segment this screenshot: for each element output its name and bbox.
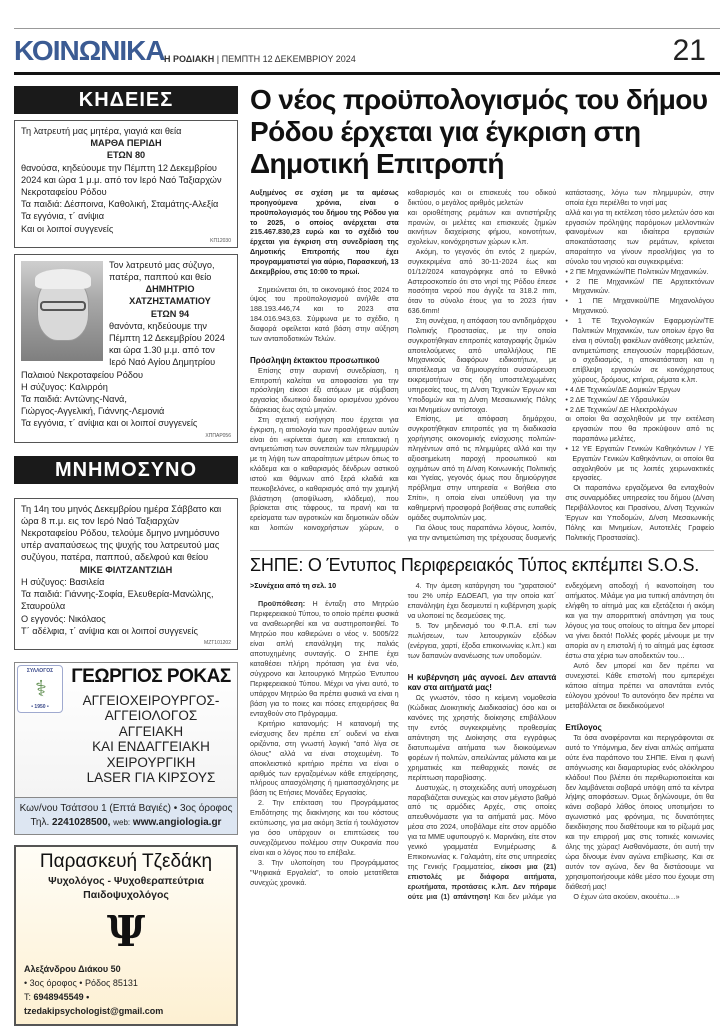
article-paragraph: αλλά και για τη εκτέλεση τόσο μελετών όσο και εργασιών πρόληψης παρόμοιων μελλοντικών φαινομένων και ιδιαίτερα εργασιών αποκατάστασης των ρεμάτων, κρίνεται απαραίτητο να γίνουν προσλήψεις για το σύνολο του νησιού και συγκεκριμένα: (565, 207, 714, 266)
page-number: 21 (672, 34, 706, 67)
notice-body: θανόντα, κηδεύουμε την Πέμπτη 12 Δεκεμβρίου 2024 και ώρα 1.30 μ.μ. από τον Ιερό Ναό Αγίου Δημητρίου Παλαιού Νεκροταφείου Ρόδου (21, 320, 225, 380)
specialty-line: ΑΓΓΕΙΟΛΟΓΟΣ (104, 708, 198, 724)
specialty-line: ΧΕΙΡΟΥΡΓΙΚΗ (106, 754, 196, 770)
notice-intro: Τον λατρευτό μας σύζυγο, πατέρα, παππού και θείο (109, 259, 215, 283)
memorial-body: Τη 14η του μηνός Δεκεμβρίου ημέρα Σάββατο και ώρα 8 π.μ. εις τον Ιερό Ναό Ταξιαρχών Νεκροταφείου Ρόδου, τελούμε δμηνο μνημόσυνο υπέρ αναπαύσεως της ψυχής του λατρευτού μας συζύγου, πατέρα, παππού, αδελφού και θείου (21, 503, 222, 563)
article2-paragraph: Και δεν μιλάμε για ενδεχόμενη αποδοχή ή ικανοποίηση του αιτήματος. Μιλάμε για μια τυπική απάντηση ότι ελήφθη το αίτημά μας και εξετάζεται ή ακόμη και για την απορριπτική απάντηση για τους λόγους για τους οποίους το αίτημα δεν μπορεί να γίνει δεκτό! Πολλές φορές μένουμε με την απορία αν η επιστολή ή το αίτημά μας έφτασε έστω στα χέρια των αποδεκτών του… (490, 581, 714, 902)
meta-separator: | (216, 54, 220, 64)
article-paragraph: Ακόμη, το γεγονός ότι εντός 2 ημερών, συγκεκριμένα από 30-11-2024 έως και 01/12/2024 καταγράφηκε από το Εθνικό Αστεροσκοπείο ότι στο νησί της Ρόδου έπεσε ποσότητα νερού που άγγιζε τα 318.2 mm, όταν το σύνολο έτους για το 2023 ήταν 636.6mm! (407, 247, 557, 316)
article-paragraph: Σημειώνεται ότι, το οικονομικό έτος 2024 το ύψος του προϋπολογισμού ανήλθε στα 188.193.446,74 και το 2023 στα 184.016.943,63. Σύμφωνα με το σχέδιο, η διαφορά οφείλεται κατά βάση στην αύξηση των ανταποδοτικών Τελών. (250, 284, 399, 343)
title-line: Παιδοψυχολόγος (83, 888, 169, 901)
list-item: • 2 ΠΕ Μηχανικών/ ΠΕ Αρχιτεκτόνων Μηχανικών. (565, 276, 714, 296)
memorial-others: Τ΄ αδέλφια, τ΄ ανίψια και οι λοιποί συγγενείς (21, 625, 198, 636)
specialty-line: LASER ΓΙΑ ΚΙΡΣΟΥΣ (86, 769, 216, 785)
notice-code: ΚΠ12030 (210, 237, 231, 244)
logo-top-text: ΣΥΛΛΟΓΟΣ (26, 667, 54, 674)
notice-body: θανούσα, κηδεύουμε την Πέμπτη 12 Δεκεμβρίου 2024 και ώρα 1 μ.μ. από τον Ιερό Ναό Ταξιαρχών Νεκροταφείου Ρόδου (21, 162, 222, 198)
article2-paragraph: 5. Τον μηδενισμό του Φ.Π.Α. επί των πωλήσεων, των λειτουργικών εξόδων (ενέργεια, χαρτί, έξοδα επικοινωνίας κ.λπ.) και των δαπανών ανανέωσης των υποδομών. (407, 621, 557, 661)
article-budget (250, 188, 714, 542)
article2-paragraph: Κριτήριο κατανομής: Η κατανομή της ενίσχυσης δεν πρέπει επ΄ ουδενί να είναι οριζόντια, στη γνωστή λογική "από λίγα σε όλους" αλλά να είναι στοχευμένη. Το αποκλειστικό κριτήριο πρέπει να είναι ο αριθμός των εργαζομένων κάθε επιχείρησης, πλήρους απασχόλησης ή ημιαπασχόλησης με βάση τις Ετήσιες Μονάδες Εργασίας. (250, 718, 399, 798)
memorial-children: Τα παιδιά: Γιάννης-Σοφία, Ελευθερία-Μανώλης, Σταυρούλα (21, 589, 214, 612)
title-line: Ψυχολόγος - Ψυχοθεραπεύτρια (48, 874, 204, 887)
deceased-age: ΕΤΩΝ 80 (106, 150, 146, 161)
list-note: οι οποίοι θα ασχοληθούν με την εκτέλεση εργασιών που θα προκύψουν από τις παραπάνω μελέτες, (565, 414, 714, 444)
article-paragraph: Επίσης στην αυριανή συνεδρίαση, η Επιτροπή καλείται να αποφασίσει για την πρόσληψη είκοσι έξι ατόμων με σύμβαση εργασίας ιδιωτικού δικαίου ορισμένου χρόνου διάρκειας έως οχτώ μηνών. (250, 365, 399, 415)
notice-children: Τα παιδιά: Αντώνης-Νανά, (21, 394, 127, 405)
memorial-name: ΜΙΚΕ ΦΙΛΤΖΑΝΤΖΙΔΗ (79, 564, 173, 575)
notice-code: ΜΖΤ101202 (204, 639, 231, 646)
article2-paragraph: 3. Την υλοποίηση του Προγράμματος "Ψηφιακά Εργαλεία", το οποίο μετατίθεται συνεχώς χρονικά. (250, 858, 399, 888)
deceased-photo (21, 261, 103, 361)
ad-rokas-address: Κων/νου Τσάτσου 1 (Επτά Βαγιές) • 3ος όροφος (19, 802, 233, 814)
issue-date: ΠΕΜΠΤΗ 12 ΔΕΚΕΜΒΡΙΟΥ 2024 (221, 54, 356, 64)
article2-subheading: Η κυβέρνηση μάς αγνοεί. Δεν απαντά καν στα αιτήματά μας! (407, 673, 557, 692)
web-label: web: (113, 817, 131, 827)
article2-paragraph: Ο έχων ώτα ακούειν, ακουέτω…» (573, 892, 680, 902)
specialty-line: ΚΑΙ ΕΝΔΑΓΓΕΙΑΚΗ (92, 739, 210, 755)
notice-children-cont: Γιώργος-Αγγελική, Γιάννης-Λεμονιά (21, 406, 165, 417)
notice-grandchildren: Τα εγγόνια, τ΄ ανίψια (21, 211, 105, 222)
doctor-name: ΓΕΩΡΓΙΟΣ ΡΟΚΑΣ (71, 665, 231, 687)
article2-paragraph: Η ένταξη στο Μητρώο Περιφερειακού Τύπου, το οποίο πρέπει φυσικά να αναθεωρηθεί και να αυστηροποιηθεί. Το Μητρώο που καθιερώνει ο νέος ν. 5005/22 είναι απλή επανάληψη της παλιάς αποτυχημένης συνταγής. Ο ΣΗΠΕ έχει καταθέσει πλήρη πρόταση για ένα νέο, σύγχρονο και λειτουργικό Μητρώο Έντυπου Περιφερειακού Τύπου. Μέχρι να γίνει αυτό, το υπάρχον Μητρώο θα πρέπει φυσικά να είναι η βάση για το ποιες και πόσες επιχειρήσεις θα ενταχθούν στο Πρόγραμμα. (250, 599, 399, 718)
list-item: • 2 ΔΕ Τεχνικών/ ΔΕ Ηλεκτρολόγων (565, 404, 678, 414)
masthead-divider (14, 72, 720, 75)
article2-emphasis: είκοσι μια (21) επιστολές με διάφορα αιτήματα, ερωτήματα, προτάσεις κ.λπ. Δεν πήραμε ούτε μια (1) απάντηση! (407, 862, 557, 902)
deceased-age: ΕΤΩΝ 94 (150, 308, 190, 319)
article-paragraph: και οριοθέτησης ρεμάτων και αντιστήριξης πρανών, οι μελέτες και επισκευές ζημιών ακινήτων διαχείρισης φήμου, κοινοτήτων, σχολείων, κοινόχρηστων χώρων κ.λπ. (407, 207, 557, 247)
continued-from-note: >Συνέχεια από τη σελ. 10 (250, 581, 337, 591)
article2-paragraph: Αυτό δεν μπορεί και δεν πρέπει να συνεχιστεί. Κάθε επιστολή που εμπεριέχει κάποιο αίτημα πρέπει να απαντάται εντός εύλογου χρόνου! Το αυτονόητο δεν πρέπει να μεταβάλλεται σε διεκδικούμενο! (565, 661, 714, 710)
article2-paragraph: 4. Την άμεση κατάργηση του "χαρατσιού" του 2% υπέρ ΕΔΟΕΑΠ, για την οποία κατ΄ επανάληψη έχει δεσμευτεί η κυβέρνηση χωρίς να υλοποιεί τις δεσμεύσεις της. (407, 581, 557, 621)
paper-name: Η ΡΟΔΙΑΚΗ (164, 54, 215, 64)
specialty-line: ΑΓΓΕΙΑΚΗ (118, 723, 184, 739)
positions-list (565, 267, 714, 484)
article2-paragraph: Ως γνωστόν, τόσο η κείμενη νομοθεσία (Κώδικας Διοικητικής Διαδικασίας) όσο και οι κανόνες της χρηστής διοίκησης επιβάλλουν την εντός συγκεκριμένης προθεσμίας απάντηση της Διοίκησης στα εγγράφως διατυπωμένα αιτήματα των διοικούμενων φορέων ή πολιτών, απειλώντας μάλιστα και με χρηματικές και πειθαρχικές ποινές σε περίπτωση παραβίασης. (407, 693, 557, 782)
article2-paragraph: Δυστυχώς, η στοιχειώδης αυτή υποχρέωση παραβιάζεται συνεχώς και στον μέγιστο βαθμό από τις αρμόδιες Αρχές, στις οποίες απευθυνόμαστε για τα αιτήματά μας. Μόνο μέσα στο 2024, υποβάλαμε είτε στον αρμόδιο για τα ΜΜΕ υφυπουργό κ. Μαρινάκη, είτε στον γενικό γραμματέα Ενημέρωσης & Επικοινωνίας κ. Γαλαμάτη, είτε στις υπηρεσίες της Γενικής Γραμματείας, (407, 782, 557, 872)
article2-paragraph: Τα όσα αναφέρονται και περιγράφονται σε αυτό το Υπόμνημα, δεν είναι απλώς αιτήματα ούτε ένα παράπονο του ΣΗΠΕ. Είναι η φωνή απόγνωσης και διαμαρτυρίας ενός ολόκληρου κλάδου! Που βλέπει ότι περιθωριοποιείται και δεν λαμβάνεται σοβαρά υπόψη από τα κέντρα λήψης αποφάσεων. Όμως δηλώνουμε, ότι θα κάνει σοβαρό λάθος όποιος υποτιμήσει το αγωνιστικό μας φρόνημα, τις δυνατότητες διεκδίκησης που διαθέτουμε και το ρίζωμά μας και την επιρροή μας στις τοπικές κοινωνίες όλης της χώρας! Αισθανόμαστε, ότι αυτή την ώρα δίνουμε έναν αγώνα επιβίωσης. Και σε αυτόν τον αγώνα, δεν θα διστάσουμε να χρησιμοποιήσουμε κάθε μέσο που έχουμε στη διάθεσή μας! (565, 732, 714, 892)
article-lead: Αυξημένος σε σχέση με τα αμέσως προηγούμενα χρόνια, είναι ο προϋπολογισμός του δήμου της Ρόδου για το 2025, ο οποίος ανέρχεται στα 215.467.830,23 ευρώ και το σχέδιό του έρχεται για έγκριση στη συνεδρίαση της Δημοτικής Επιτροπής που έχει προγραμματιστεί για αύριο, Παρασκευή, 13 Δεκεμβρίου, στις 10:00 το πρωί. (250, 188, 399, 276)
article-sos (250, 581, 714, 902)
memorial-notice (14, 498, 238, 650)
list-item: • 1 ΤΕ Τεχνολογικών Εφαρμογών/ΤΕ Πολιτικών Μηχανικών, των οποίων έργο θα είναι η σύνταξη φακέλων ανάθεσης μελετών, αντιμετώπισης επειγουσών παρεμβάσεων, ο σχεδιασμός, η αποκατάσταση και η επίβλεψη εργασιών σε κοινόχρηστους χώρους, δρόμους, κτήρια, ρέματα κ.λπ. (565, 315, 714, 385)
top-rule (14, 28, 720, 29)
psychologist-name: Παρασκευή Τζεδάκη (39, 850, 213, 872)
masthead (14, 32, 720, 70)
funerals-banner: ΚΗΔΕΙΕΣ (14, 86, 238, 114)
article-headline: Ο νέος προϋπολογισμός του δήμου Ρόδου έρχεται για έγκριση στη Δημοτική Επιτροπή (250, 84, 708, 179)
notice-text-bottom (21, 405, 231, 429)
memorial-banner: ΜΝΗΜΟΣΥΝΟ (14, 456, 238, 484)
logo-year: • 1950 • (31, 703, 49, 710)
psychologist-phone[interactable]: 6948945549 (33, 991, 84, 1002)
list-item: • 4 ΔΕ Τεχνικών/ΔΕ Δομικών Έργων (565, 384, 681, 394)
psychologist-email-link[interactable]: • tzedakipsychologist@gmail.com (24, 991, 164, 1016)
right-area (250, 84, 714, 902)
article-subheading: Πρόσληψη έκτακτου προσωπικού (250, 355, 380, 365)
article-paragraph: Στη σχετική εισήγηση που έρχεται για έγκριση, η αιτιολογία των προσλήψεων αυτών είναι ότι «κρίνεται άμεση και επιτακτική η αντιμετώπιση των συνεπειών των πλημμυρών με τη λήψη των απαραίτητων μέτρων όπως το κλάδεμα και ο καθαρισμός δένδρων αστικού ιστού και θάμνων από ξερά κλαδιά και πευκοβελόνες, ο καθαρισμός από την χαμηλή βλάστηση (αποψίλωση, κλάδεμα), που βρίσκεται στις τάφρους, τα πρανή και τα ερείσματα των αγροτικών και δημοτικών οδών και λοιπών κοινοχρήστων χώρων, ο καθαρισμός και οι επισκευές του οδικού δικτύου, ο μεγάλος αριθμός μελετών (250, 188, 557, 533)
ad-rokas-contact (14, 798, 238, 835)
memorial-spouse: Η σύζυγος: Βασιλεία (21, 576, 105, 587)
notice-code: ΧΠΠΑΡ056 (205, 432, 231, 439)
list-item: • 12 ΥΕ Εργατών Γενικών Καθηκόντων / ΥΕ Εργατών Γενικών Καθηκόντων, οι οποίοι θα ασχοληθούν με τις λοιπές χειρωνακτικές εργασίες. (565, 443, 714, 483)
notice-others: Τα εγγόνια, τ΄ ανίψια και οι λοιποί συγγενείς (21, 418, 198, 429)
memorial-grandson: Ο εγγονός: Νικόλαος (21, 613, 106, 624)
ad-psychologist (14, 845, 238, 1026)
notice-others: Και οι λοιποί συγγενείς (21, 223, 114, 234)
article-paragraph: Για όλους τους παραπάνω λόγους, λοιπόν, για την αντιμετώπιση της τρέχουσας δυσμενής κατάστασης, λόγω των πλημμυρών, στην οποία έχει περιέλθει το νησί μας (407, 188, 714, 542)
doctor-specialty (67, 693, 235, 785)
article2-headline: ΣΗΠΕ: Ο Έντυπος Περιφερειακός Τύπος εκπέμπει S.O.S. (250, 555, 700, 576)
list-item: • 1 ΠΕ Μηχανικού/ΠΕ Μηχανολόγου Μηχανικού. (565, 296, 714, 316)
masthead-meta (164, 54, 356, 64)
article-paragraph: Οι παραπάνω εργαζόμενοι θα ενταχθούν στις συναρμόδιες υπηρεσίες του δήμου (Δ/νση Περιβάλλοντος και Πρασίνου, Δ/νση Τεχνικών Έργων και Υποδομών, Δ/νση Μεσαιωνικής Πόλης και Μνημείων, Αυτοτελές Γραφείο Πολιτικής Προστασίας). (565, 483, 714, 542)
notice-spouse: Η σύζυγος: Καλιρρόη (21, 381, 108, 392)
article-paragraph: Στη συνέχεια, η απόφαση του αντιδημάρχου Πολιτικής Προστασίας, με την οποία συγκροτήθηκαν επιτροπές καταγραφής ζημιών αποτελούμενες από υπαλλήλους ΠΕ Μηχανικούς διαφόρων ειδικοτήτων, με αποτέλεσμα να δημιουργείται συσσώρευση εκκρεμοτήτων στις ήδη υποστελεχωμένες υπηρεσίες τους, τη Δ/νση Τεχνικών Έργων και Υποδομών και τη Δ/νση Μεσαιωνικής Πόλης και Μνημείων αντίστοιχα. (407, 315, 557, 414)
deceased-name: ΜΑΡΘΑ ΠΕΡΙΔΗ (90, 138, 162, 149)
portrait-hair-shape (35, 269, 91, 289)
article-separator (250, 550, 714, 551)
specialty-line: ΑΓΓΕΙΟΧΕΙΡΟΥΡΓΟΣ- (82, 692, 220, 708)
psychologist-title (24, 874, 228, 902)
list-item: • 2 ΔΕ Τεχνικών/ ΔΕ Υδραυλικών (565, 394, 670, 404)
phone-label: Τ: (24, 991, 32, 1002)
psi-symbol-icon: Ψ (106, 906, 146, 956)
ad-rokas-phone[interactable]: 2241028500, (52, 816, 111, 828)
paragraph-label: Προϋπόθεση: (258, 599, 306, 609)
rod-of-asclepius-icon: ⚕ (35, 675, 47, 701)
article2-paragraph: 2. Την επέκταση του Προγράμματος Επιδότησης της διακίνησης και του κόστους εκτύπωσης, για μια ακόμη 3ετία ή τουλάχιστον για όσο υπάρχουν οι επιπτώσεις του συνεχιζόμενου πολέμου στην Ουκρανία που είναι και ο λόγος που το επέβαλε. (250, 798, 399, 858)
funeral-notice (14, 120, 238, 248)
psychologist-contact (24, 962, 228, 1018)
list-item: • 2 ΠΕ Μηχανικών/ΠΕ Πολιτικών Μηχανικών. (565, 266, 709, 276)
ad-rokas-website-link[interactable]: www.angiologia.gr (132, 816, 222, 828)
phone-label: Τηλ. (30, 816, 50, 828)
deceased-name: ΔΗΜΗΤΡΙΟ ΧΑΤΖΗΣΤΑΜΑΤΙΟΥ (129, 284, 211, 307)
notice-intro: Τη λατρευτή μας μητέρα, γιαγιά και θεία (21, 126, 182, 136)
funeral-notice-with-photo (14, 254, 238, 443)
article-paragraph: Επίσης, με απόφαση δημάρχου, συγκροτήθηκαν επιτροπές για τη διαδικασία χορήγησης οικονομικής ενίσχυσης πολιτών-πληγέντων από τις πλημμύρες αλλά και την αξιοσημείωτη παροχή προσωπικού και οχημάτων από τη Δ/νση Κοινωνικής Πολιτικής και Υγείας, γεγονός όμως που δημιούργησε πρόβλημα στην υπηρεσία « Βοήθεια στο Σπίτι», η οποία είναι υπεύθυνη για την καθημερινή προσφορά βοήθειας στις ευπαθείς ομάδες συμπολιτών μας. (407, 414, 557, 522)
ad-rokas (14, 662, 238, 798)
section-title: ΚΟΙΝΩΝΙΚΑ (14, 35, 165, 66)
psychologist-floor: • 3ος όροφος • Ρόδος 85131 (24, 977, 138, 988)
psychologist-address: Αλεξάνδρου Διάκου 50 (24, 963, 121, 974)
medical-association-logo (17, 665, 63, 713)
notice-children: Τα παιδιά: Δέσποινα, Καθολική, Σταμάτης-Αλεξία (21, 199, 219, 210)
portrait-glasses-shape (40, 301, 86, 311)
article2-subheading: Επίλογος (565, 722, 602, 732)
left-column (14, 86, 238, 1026)
